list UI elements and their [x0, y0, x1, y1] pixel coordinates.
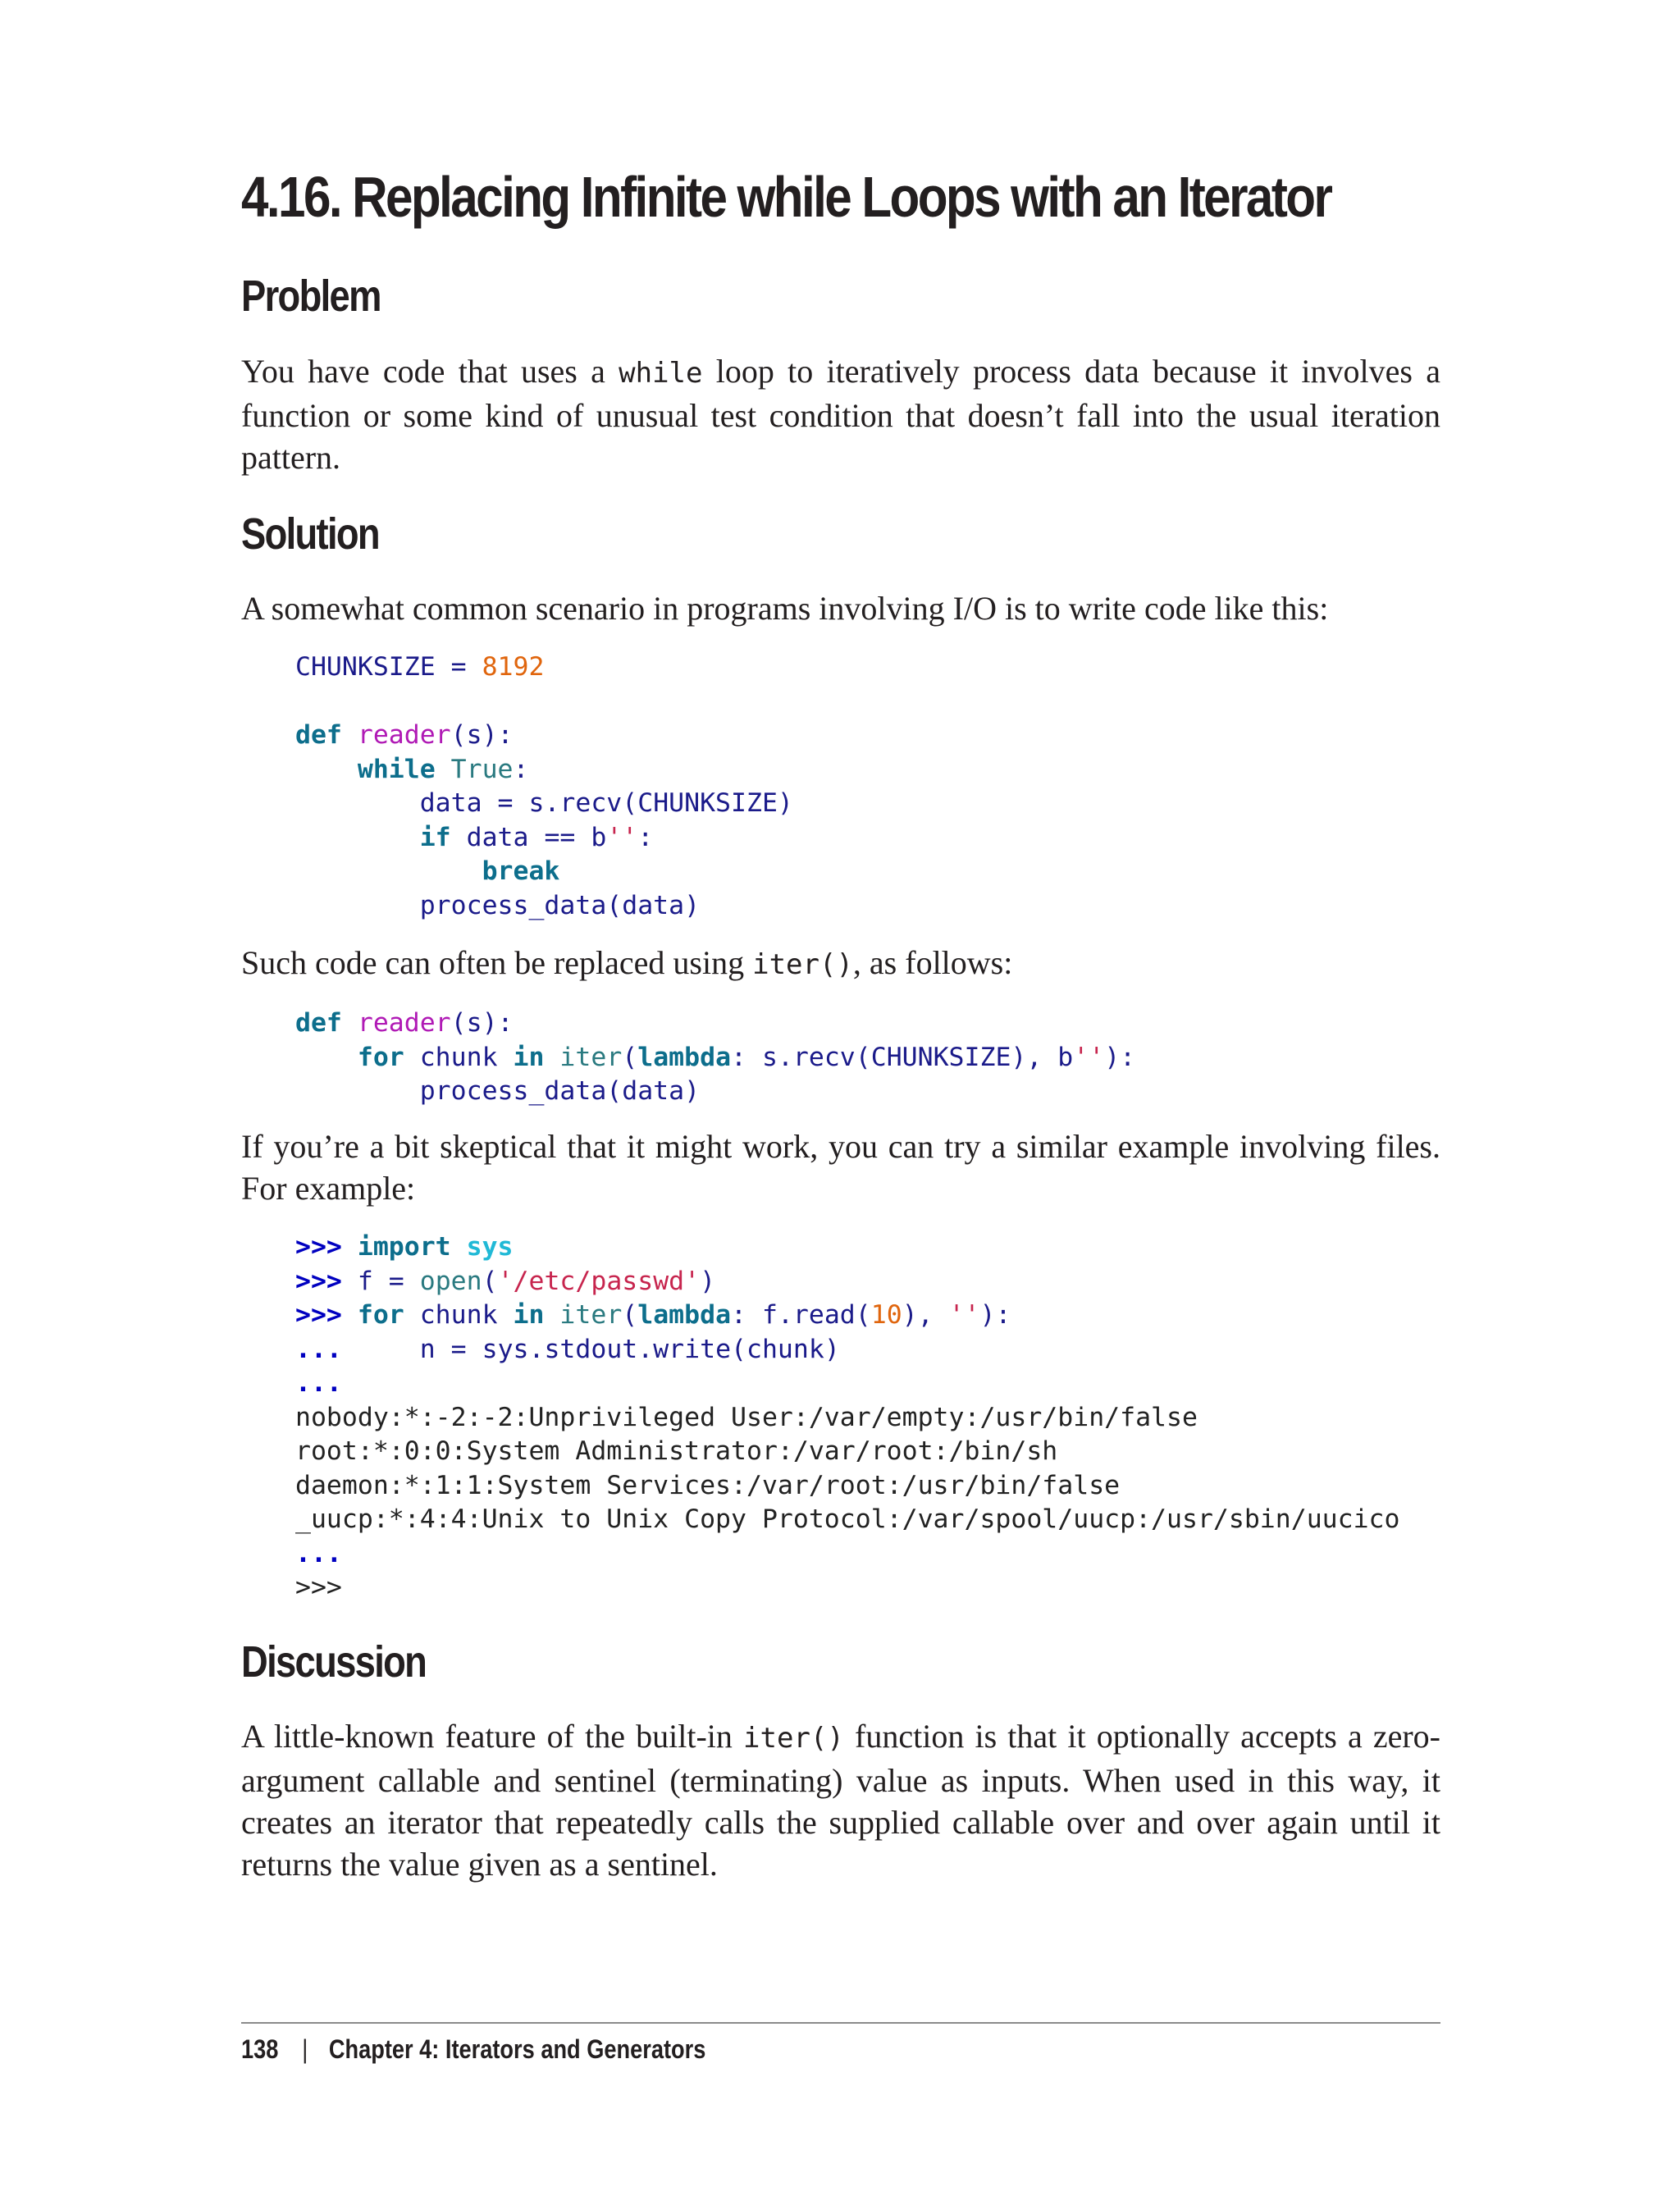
problem-paragraph [241, 350, 1440, 478]
code-token: reader [357, 720, 451, 750]
problem-heading: Problem [241, 272, 381, 321]
solution-intro: A somewhat common scenario in programs involving I/O is to write code like this: [241, 590, 1329, 627]
chapter-title: Chapter 4: Iterators and Generators [328, 2034, 706, 2064]
code-line [295, 755, 528, 784]
code-token: CHUNKSIZE [295, 652, 451, 682]
code-token: b [591, 822, 607, 852]
code-line [295, 891, 700, 920]
code-token: : [637, 822, 654, 852]
discussion-text-b: function is that it optionally accepts a zero-argument callable and sentinel (terminating) value as inputs. When used in this way, it creates an iterator that repeatedly calls the supplied callable over and over again until it returns the value given as a sentinel. [241, 1718, 1441, 1883]
code-token: _uucp:*:4:4:Unix to Unix Copy Protocol:/var/spool/uucp:/usr/sbin/uucico [295, 1504, 1400, 1534]
solution-paragraph-iter [241, 942, 1440, 986]
code-token: s.recv(CHUNKSIZE) [528, 788, 793, 818]
code-token [295, 823, 420, 852]
code-token: ... [295, 1368, 342, 1398]
code-token: ): [1104, 1042, 1136, 1072]
discussion-heading: Discussion [241, 1637, 427, 1687]
code-line [295, 1403, 1198, 1432]
code-token: ... [295, 1538, 342, 1568]
code-token: for [357, 1042, 420, 1072]
code-line [295, 1436, 1057, 1466]
code-token: sys [466, 1232, 514, 1262]
code-line [295, 1368, 342, 1398]
code-line [295, 1008, 514, 1038]
code-block-reader-while [295, 651, 793, 923]
code-line [295, 1504, 1400, 1534]
code-block-reader-iter [295, 1007, 1135, 1109]
code-line [295, 1232, 514, 1262]
code-block-interactive [295, 1230, 1400, 1605]
code-line [295, 652, 544, 682]
code-token: >>> [295, 1266, 358, 1296]
code-token: >>> [295, 1232, 358, 1262]
code-token: = [450, 1334, 482, 1364]
code-token: ( [622, 1042, 638, 1072]
code-line [295, 1471, 1120, 1500]
solution-text2-a: Such code can often be replaced using [241, 944, 753, 981]
inline-code-iter-2: iter() [743, 1722, 844, 1755]
code-token: lambda [637, 1300, 732, 1330]
footer-separator: | [302, 2034, 308, 2064]
code-token: sys.stdout.write(chunk) [482, 1334, 840, 1364]
code-line [295, 1573, 342, 1602]
code-token: chunk [419, 1042, 514, 1072]
code-token: True [450, 754, 514, 784]
code-token: if [419, 822, 467, 852]
code-token: break [482, 856, 560, 886]
code-token: >>> [295, 1573, 342, 1602]
code-token: : s.recv(CHUNKSIZE), b [731, 1042, 1074, 1072]
code-line [295, 823, 653, 852]
code-line [295, 1335, 840, 1364]
code-token: while [357, 754, 451, 784]
code-token: reader [357, 1008, 451, 1038]
inline-code-while: while [619, 357, 703, 390]
code-token: daemon:*:1:1:System Services:/var/root:/usr/bin/false [295, 1470, 1121, 1500]
code-token: import [357, 1232, 467, 1262]
problem-text-a: You have code that uses a [241, 353, 619, 390]
code-token: data [295, 788, 498, 818]
solution-heading: Solution [241, 509, 379, 559]
code-token: f [357, 1266, 389, 1296]
inline-code-iter: iter() [752, 948, 853, 981]
code-token: >>> [295, 1300, 358, 1330]
code-token: '' [606, 822, 638, 852]
code-token: process_data(data) [295, 1076, 701, 1106]
code-token: nobody:*:-2:-2:Unprivileged User:/var/empty:/usr/bin/false [295, 1402, 1198, 1432]
code-line [295, 856, 559, 886]
code-token [295, 856, 482, 886]
code-token: iter [559, 1042, 623, 1072]
code-token: process_data(data) [295, 890, 701, 920]
code-token [295, 755, 358, 784]
code-token: ) [700, 1266, 716, 1296]
code-line [295, 1300, 1011, 1330]
code-token: ... [295, 1334, 342, 1364]
solution-paragraph-files: If you’re a bit skeptical that it might work, you can try a similar example involving files. For example: [241, 1128, 1440, 1207]
code-line [295, 788, 793, 818]
discussion-paragraph [241, 1715, 1440, 1885]
code-line [295, 1539, 342, 1568]
code-token: : f.read( [731, 1300, 871, 1330]
code-token: '' [948, 1300, 980, 1330]
code-token: ( [482, 1266, 498, 1296]
page-footer [241, 2034, 705, 2065]
code-token: (s): [450, 720, 514, 750]
code-token: n [341, 1334, 451, 1364]
code-token: in [513, 1042, 560, 1072]
code-token: = [497, 788, 529, 818]
discussion-text-a: A little-known feature of the built-in [241, 1718, 744, 1755]
code-token: = [450, 652, 482, 682]
code-token: def [295, 720, 358, 750]
code-line [295, 720, 514, 750]
code-token: == [544, 822, 591, 852]
code-token: 8192 [482, 652, 545, 682]
code-token: '/etc/passwd' [497, 1266, 701, 1296]
code-token: in [513, 1300, 560, 1330]
code-token: for [357, 1300, 420, 1330]
code-token: ( [622, 1300, 638, 1330]
code-token: = [388, 1266, 420, 1296]
code-token: 10 [870, 1300, 902, 1330]
code-token: : [513, 754, 529, 784]
page-number: 138 [241, 2034, 279, 2064]
code-token [295, 1043, 358, 1072]
code-token: open [419, 1266, 482, 1296]
code-token: lambda [637, 1042, 732, 1072]
footer-rule [241, 2022, 1440, 2024]
problem-text-b: loop to iteratively process data because it involves a function or some kind of unusual test condition that doesn’t fall into the usual iteration pattern. [241, 353, 1440, 476]
code-token: iter [559, 1300, 623, 1330]
code-line [295, 1267, 715, 1296]
code-token: '' [1073, 1042, 1105, 1072]
code-token: ), [902, 1300, 949, 1330]
code-token: def [295, 1008, 358, 1038]
code-line [295, 1043, 1135, 1072]
solution-text2-b: , as follows: [852, 944, 1013, 981]
code-token: chunk [419, 1300, 514, 1330]
code-token: root:*:0:0:System Administrator:/var/root:/bin/sh [295, 1436, 1058, 1466]
code-line [295, 1076, 700, 1106]
code-token: (s): [450, 1008, 514, 1038]
code-token: data [466, 822, 545, 852]
section-title: 4.16. Replacing Infinite while Loops with an Iterator [241, 165, 1331, 229]
code-token: ): [979, 1300, 1011, 1330]
